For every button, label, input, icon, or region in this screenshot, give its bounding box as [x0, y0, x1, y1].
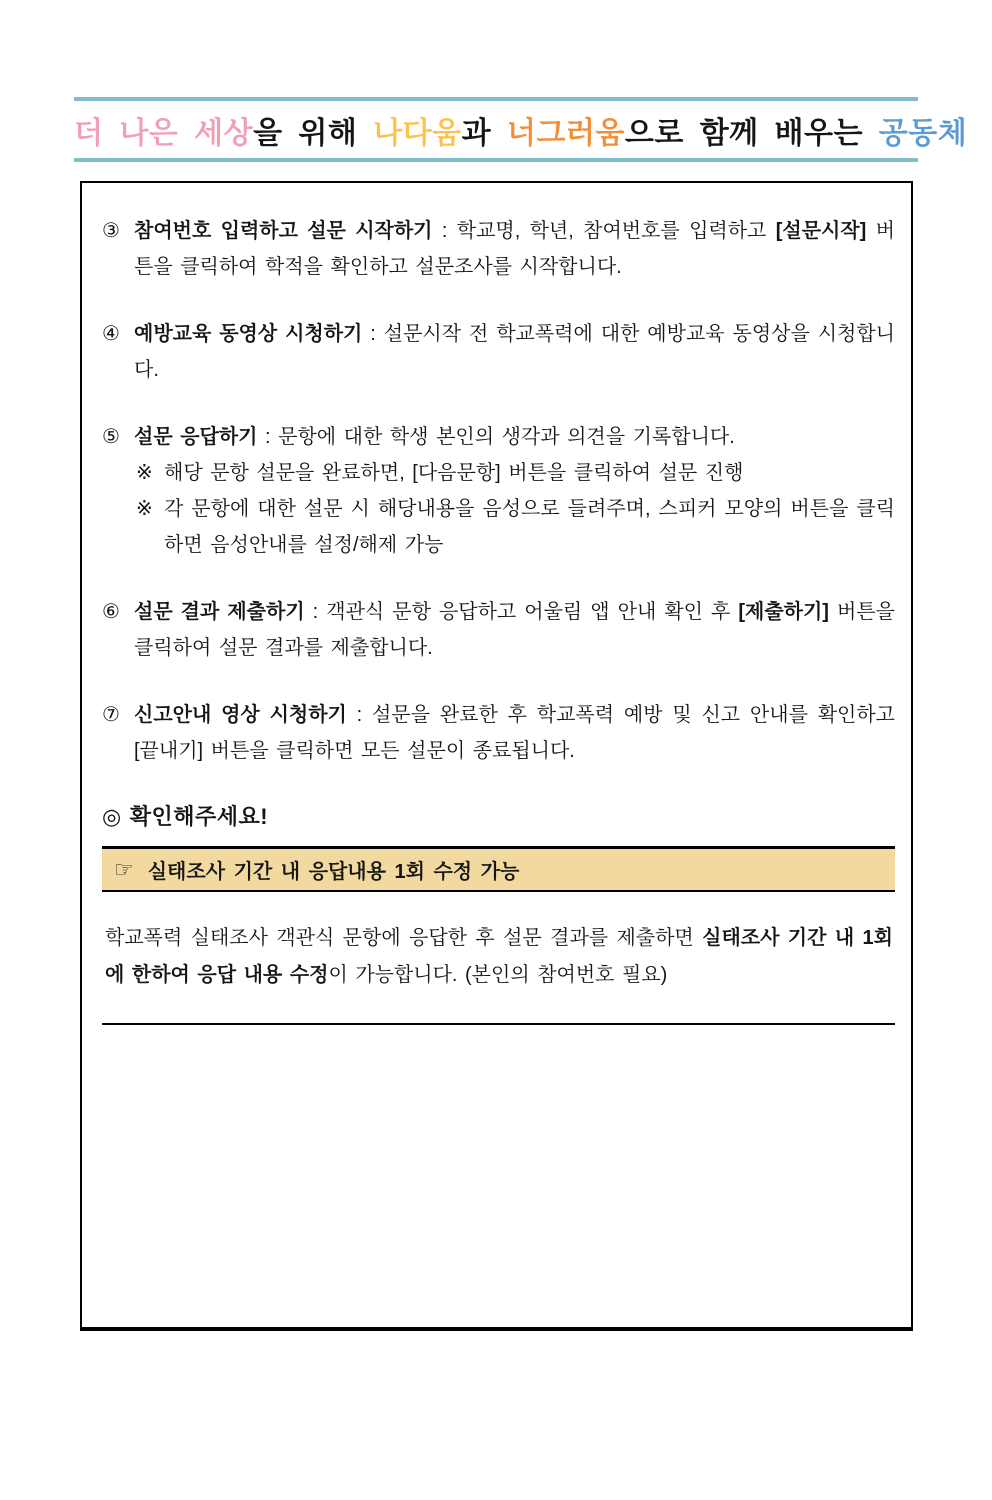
item-number-marker: ⑦	[102, 704, 120, 726]
highlight-bar	[102, 846, 895, 892]
item-number-marker: ③	[102, 220, 120, 242]
bold-text-run: 신고안내 영상 시청하기	[134, 704, 347, 726]
banner-segment: 으로 함께 배우는	[624, 117, 879, 150]
item-text	[134, 323, 895, 381]
instruction-item	[102, 316, 895, 388]
text-run: : 학교명, 학년, 참여번호를 입력하고	[432, 220, 776, 242]
banner-segment: 너그러움	[506, 117, 625, 150]
reference-mark-icon: ※	[136, 498, 153, 520]
text-run: : 객관식 문항 응답하고 어울림 앱 안내 확인 후	[304, 601, 739, 623]
bottom-divider	[102, 1023, 895, 1025]
banner-segment: 나다움	[373, 117, 462, 150]
banner-slogan	[74, 101, 968, 158]
item-text	[134, 220, 895, 278]
item-number-marker: ④	[102, 323, 120, 345]
banner-bottom-rule	[74, 158, 918, 162]
banner-segment: 과	[461, 117, 507, 150]
text-run: : 설문을 완료한 후 학교폭력 예방 및 신고 안내를 확인하고 [끝내기] 버튼을 클릭하면 모든 설문이 종료됩니다.	[134, 704, 895, 762]
item-text	[134, 601, 895, 659]
confirm-heading	[102, 800, 895, 831]
banner-segment: 더 나은 세상	[74, 117, 254, 150]
banner-segment: 을 위해	[253, 117, 374, 150]
subitem-text: 해당 문항 설문을 완료하면, [다음문항] 버튼을 클릭하여 설문 진행	[164, 462, 744, 484]
text-run: 이 가능합니다. (본인의 참여번호 필요)	[328, 964, 668, 986]
text-run: 버튼을 클릭하여 설문 결과를 제출합니다.	[134, 601, 895, 659]
instruction-box	[80, 181, 913, 1331]
bullseye-marker-icon: ◎	[102, 804, 122, 829]
header-banner	[74, 97, 968, 162]
instruction-subitem	[134, 491, 895, 563]
banner-segment: 공동체	[878, 117, 968, 150]
item-number-marker: ⑥	[102, 601, 120, 623]
instruction-item	[102, 213, 895, 285]
instruction-item	[102, 594, 895, 666]
text-run: : 설문시작 전 학교폭력에 대한 예방교육 동영상을 시청합니다.	[134, 323, 895, 381]
bold-text-run: 예방교육 동영상 시청하기	[134, 323, 363, 345]
bold-text-run: 설문 응답하기	[134, 426, 258, 448]
item-text	[134, 426, 735, 448]
instruction-subitem	[134, 455, 895, 491]
instruction-item	[102, 419, 895, 563]
bold-text-run: 설문 결과 제출하기	[134, 601, 305, 623]
confirm-heading-label: 확인해주세요!	[129, 804, 269, 829]
instruction-item	[102, 697, 895, 769]
text-run: 학교폭력 실태조사 객관식 문항에 응답한 후 설문 결과를 제출하면	[105, 927, 703, 949]
item-number-marker: ⑤	[102, 426, 120, 448]
bold-text-run: 실태조사 기간 내 1회에 한하여 응답 내용 수정	[105, 927, 893, 986]
pointing-hand-icon: ☞	[114, 856, 134, 882]
subitem-text: 각 문항에 대한 설문 시 해당내용을 음성으로 들려주며, 스피커 모양의 버튼을 클릭하면 음성안내를 설정/해제 가능	[164, 498, 895, 556]
reference-mark-icon: ※	[136, 462, 153, 484]
text-run: : 문항에 대한 학생 본인의 생각과 의견을 기록합니다.	[257, 426, 735, 448]
notice-paragraph	[102, 920, 895, 994]
text-run: 버튼을 클릭하여 학적을 확인하고 설문조사를 시작합니다.	[134, 220, 895, 278]
bold-text-run: [제출하기]	[738, 601, 829, 623]
highlight-bar-label: 실태조사 기간 내 응답내용 1회 수정 가능	[147, 861, 520, 883]
bold-text-run: [설문시작]	[775, 220, 867, 242]
bold-text-run: 참여번호 입력하고 설문 시작하기	[134, 220, 433, 242]
instruction-list	[102, 213, 895, 769]
item-text	[134, 704, 895, 762]
